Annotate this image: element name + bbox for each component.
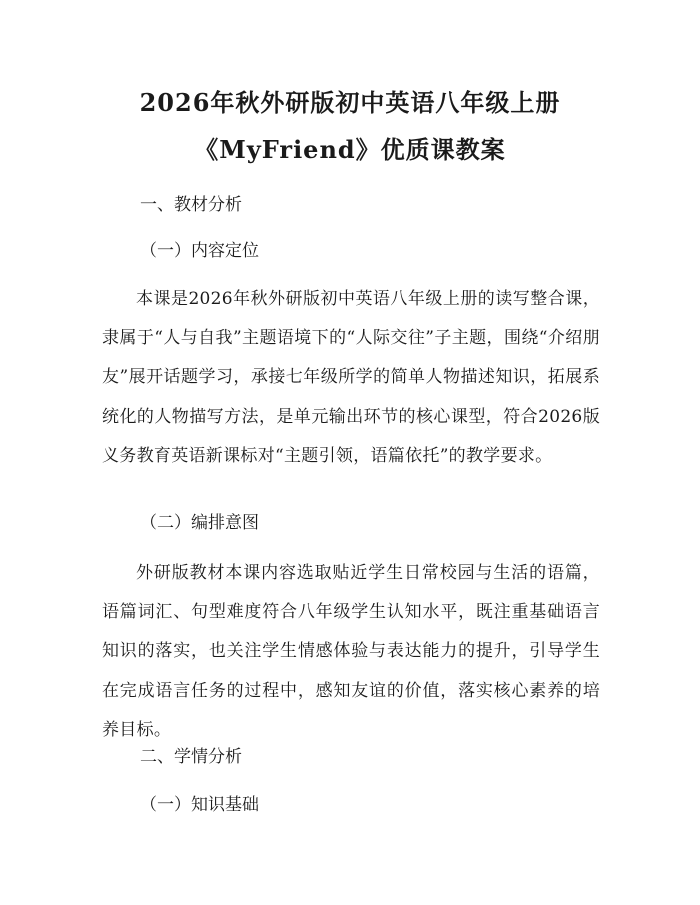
paragraph-arrangement-intent: 外研版教材本课内容选取贴近学生日常校园与生活的语篇，语篇词汇、句型难度符合八年级学生认知水平，既注重基础语言知识的落实，也关注学生情感体验与表达能力的提升，引导学生在完成语言任务的过程中，感知友谊的价值，落实核心素养的培养目标。: [102, 563, 600, 740]
subsection-heading-knowledge-base: （一）知识基础: [140, 795, 259, 815]
section-heading-learner-analysis: 二、学情分析: [140, 747, 242, 767]
document-title-line-2: 《MyFriend》优质课教案: [194, 135, 506, 164]
section-heading-textbook-analysis: 一、教材分析: [140, 195, 242, 215]
document-title-line-1: 2026年秋外研版初中英语八年级上册: [139, 88, 561, 117]
subsection-heading-arrangement-intent: （二）编排意图: [140, 513, 259, 533]
paragraph-content-positioning: 本课是2026年秋外研版初中英语八年级上册的读写整合课，隶属于“人与自我”主题语境下的“人际交往”子主题，围绕“介绍朋友”展开话题学习，承接七年级所学的简单人物描述知识，拓展系统化的人物描写方法，是单元输出环节的核心课型，符合2026版义务教育英语新课标对“主题引领，语篇依托”的教学要求。: [102, 289, 600, 466]
subsection-heading-content-positioning: （一）内容定位: [140, 241, 259, 261]
